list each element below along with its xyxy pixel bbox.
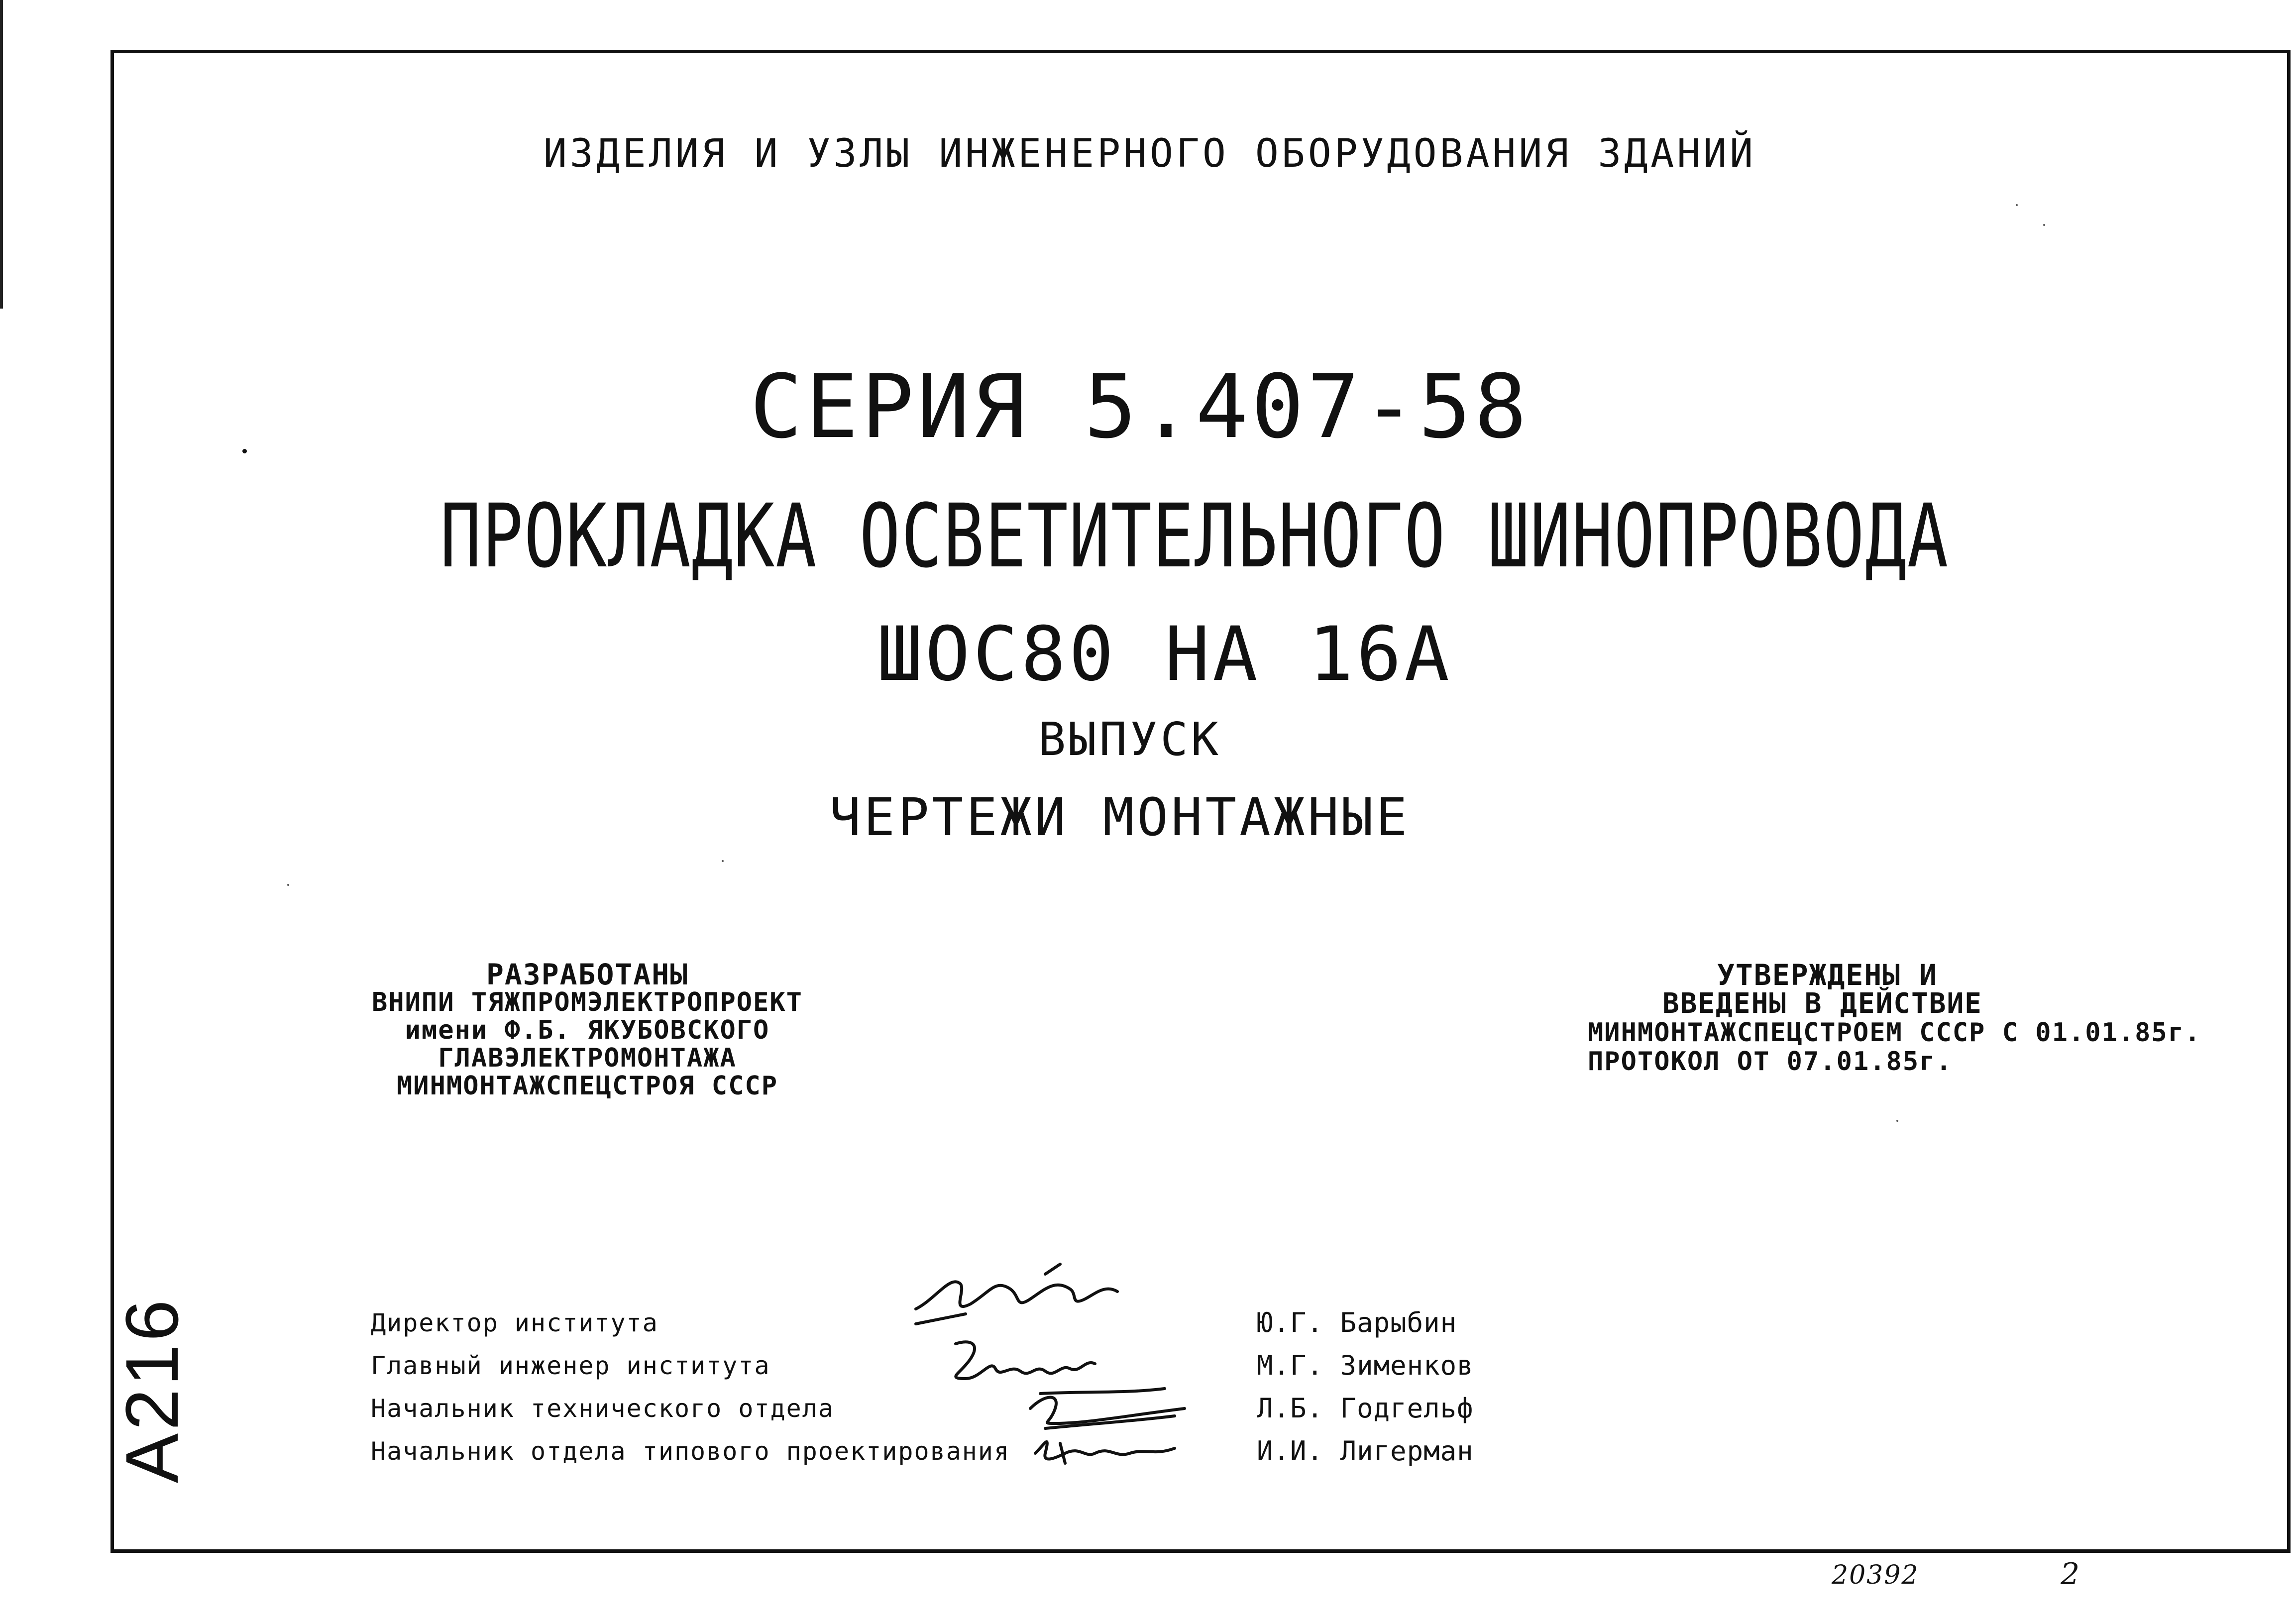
document-number: 20392 <box>1832 1560 1919 1590</box>
developer-line: ВНИПИ ТЯЖПРОМЭЛЕКТРОПРОЕКТ <box>372 987 803 1017</box>
signatory-role: Главный инженер института <box>371 1351 770 1380</box>
print-speck <box>1896 1120 1898 1122</box>
series-title: СЕРИЯ 5.407-58 <box>750 356 1530 458</box>
developed-by-block <box>372 958 803 1101</box>
signatory-name: Л.Б. Годгельф <box>1257 1393 1474 1424</box>
signatory-name: М.Г. Зименков <box>1257 1350 1474 1381</box>
document-header: ИЗДЕЛИЯ И УЗЛЫ ИНЖЕНЕРНОГО ОБОРУДОВАНИЯ ЗДАНИЙ <box>543 131 1756 176</box>
signatory-name: И.И. Лигерман <box>1257 1435 1474 1467</box>
signatory-role: Директор института <box>371 1308 658 1337</box>
approved-line-2: ВВЕДЕНЫ В ДЕЙСТВИЕ <box>1662 987 1982 1020</box>
signature-chief-engineer <box>956 1342 1095 1379</box>
handwritten-signatures <box>896 1244 1244 1478</box>
developed-by-heading: РАЗРАБОТАНЫ <box>486 958 689 991</box>
page-number: 2 <box>2061 1557 2080 1592</box>
signature-technical-head <box>1030 1389 1185 1428</box>
signature-design-head <box>1035 1442 1175 1463</box>
approved-line-3: МИНМОНТАЖСПЕЦСТРОЕМ СССР С 01.01.85г. <box>1588 1018 2201 1048</box>
issue-label: ВЫПУСК <box>1038 713 1222 766</box>
print-speck <box>722 860 724 862</box>
print-speck <box>287 884 289 886</box>
developer-line: МИНМОНТАЖСПЕЦСТРОЯ СССР <box>396 1071 778 1101</box>
approved-block <box>1588 958 2201 1077</box>
print-speck <box>2016 204 2018 206</box>
print-speck <box>242 449 247 453</box>
signatory-role: Начальник отдела типового проектирования <box>371 1437 1010 1466</box>
main-title: ПРОКЛАДКА ОСВЕТИТЕЛЬНОГО ШИНОПРОВОДА <box>440 485 1949 587</box>
signatory-names <box>1257 1301 1474 1473</box>
approved-line-4: ПРОТОКОЛ ОТ 07.01.85г. <box>1588 1047 1953 1077</box>
binding-edge-line <box>0 0 3 309</box>
drawings-label: ЧЕРТЕЖИ МОНТАЖНЫЕ <box>829 787 1411 848</box>
print-speck <box>2043 224 2045 226</box>
side-code: А216 <box>110 1297 194 1483</box>
developer-line: имени Ф.Б. ЯКУБОВСКОГО <box>405 1015 770 1045</box>
product-subtitle: ШОС80 НА 16А <box>877 611 1452 698</box>
signatory-name: Ю.Г. Барыбин <box>1257 1307 1457 1338</box>
signatory-role: Начальник технического отдела <box>371 1394 834 1423</box>
signature-director <box>916 1264 1117 1324</box>
developer-line: ГЛАВЭЛЕКТРОМОНТАЖА <box>438 1043 737 1073</box>
approved-line-1: УТВЕРЖДЕНЫ И <box>1717 958 1938 992</box>
